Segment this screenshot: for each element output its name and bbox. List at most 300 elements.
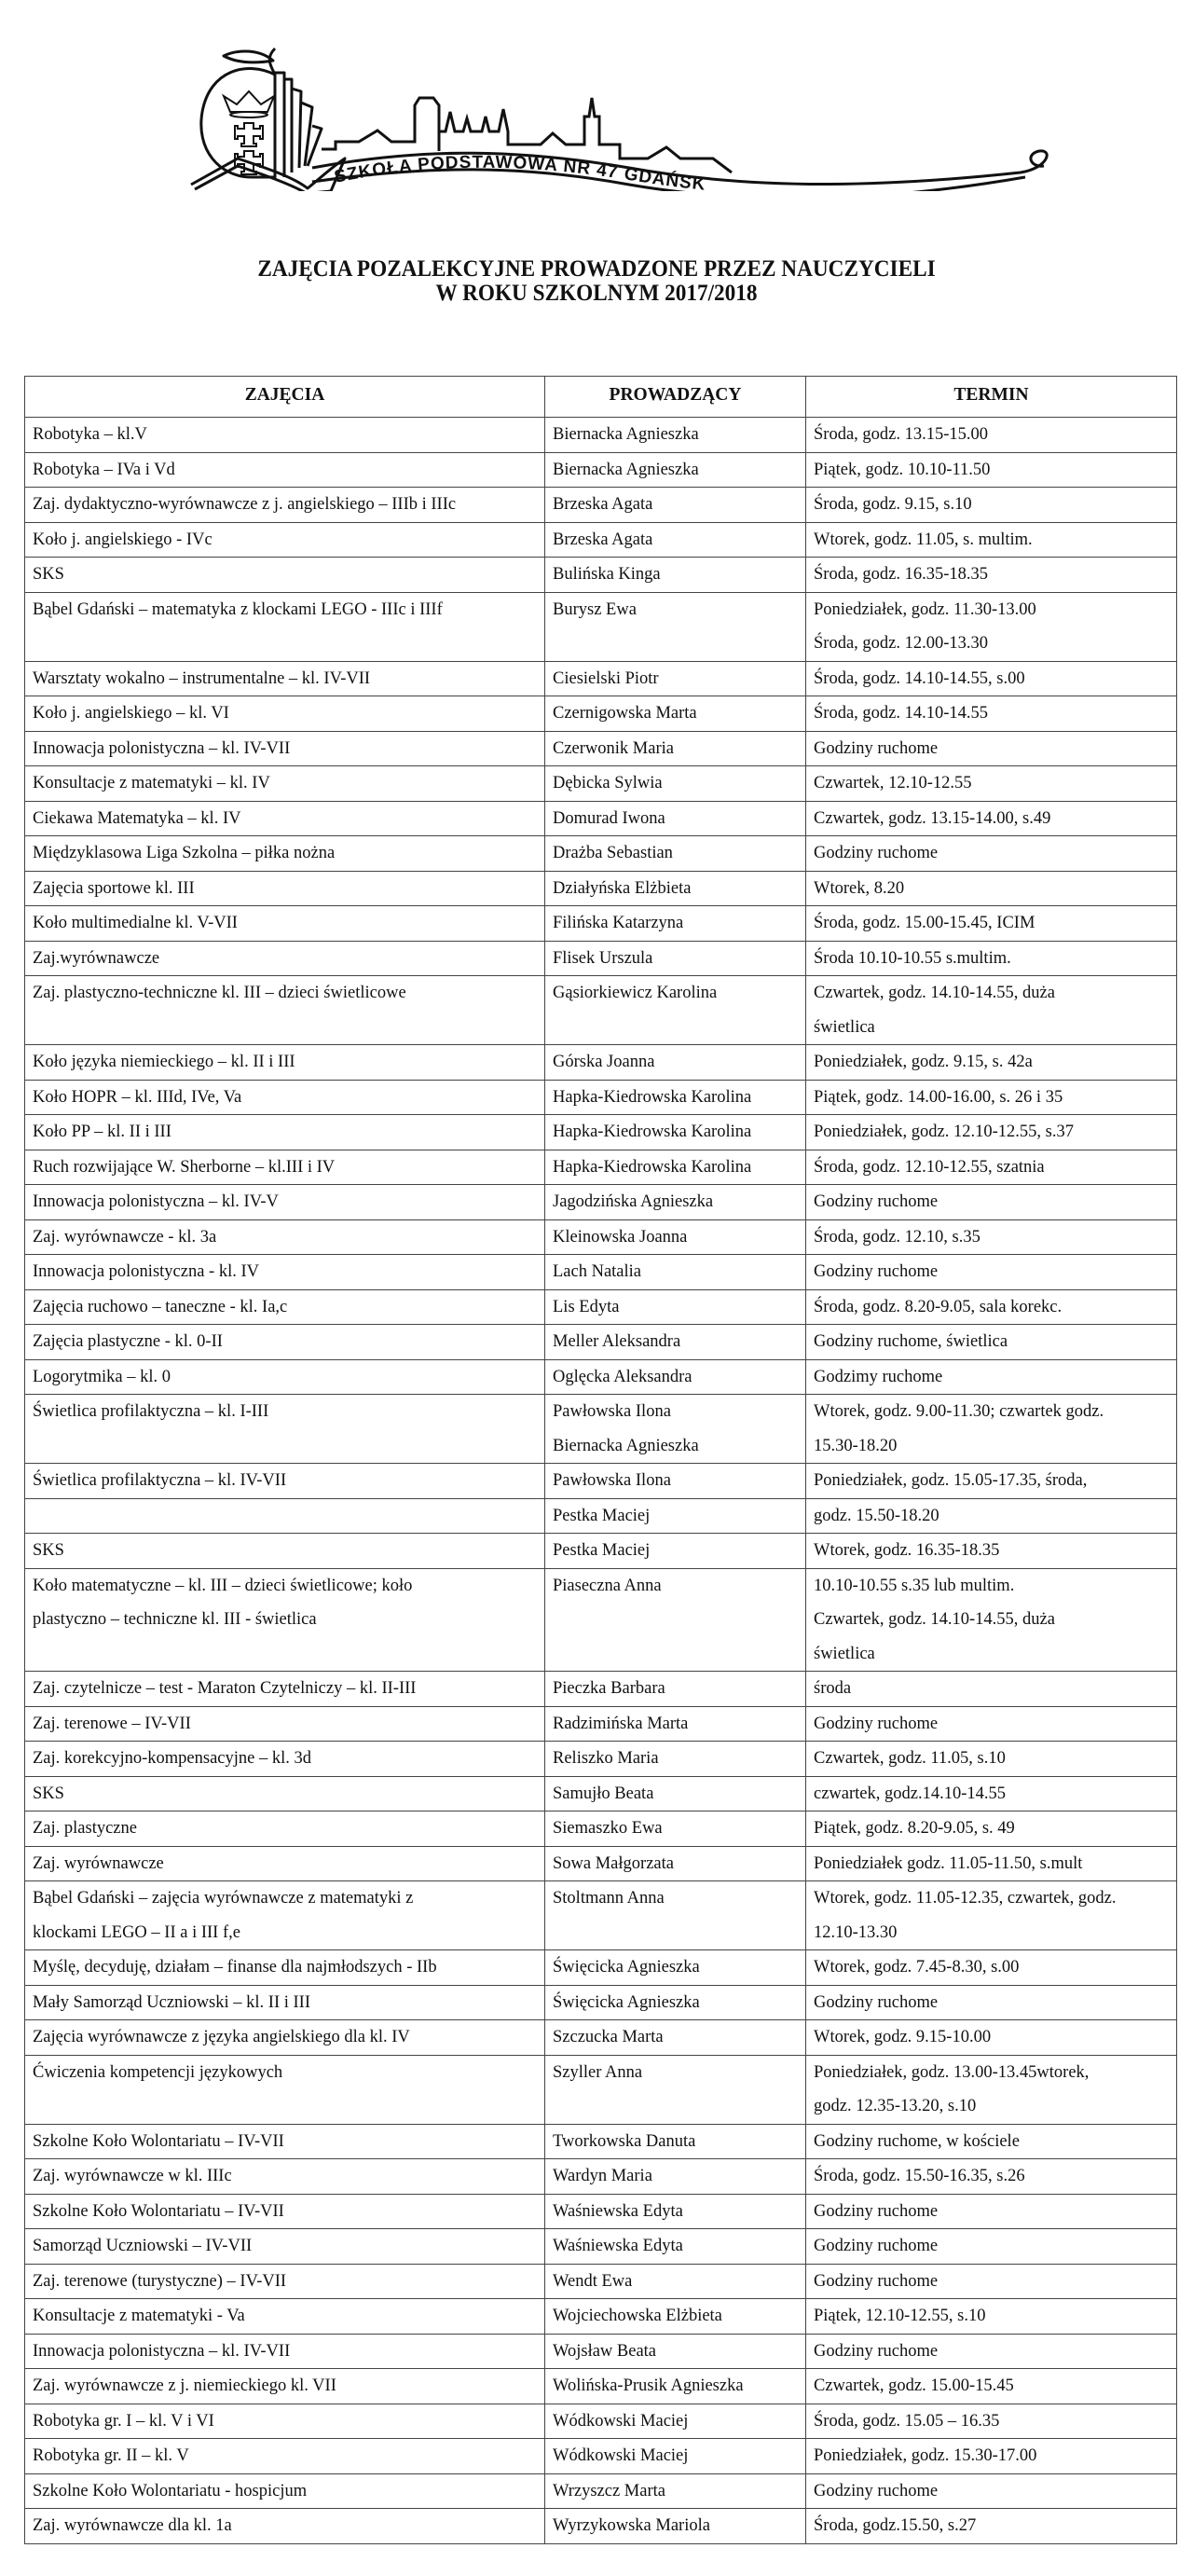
cell-activity-text: SKS	[33, 1541, 64, 1560]
cell-teacher-text: Hapka-Kiedrowska Karolina	[553, 1157, 752, 1177]
cell-term-text: Poniedziałek, godz. 11.30-13.00	[814, 599, 1036, 619]
cell-activity	[25, 1464, 545, 1499]
cell-term-text: Piątek, godz. 8.20-9.05, s. 49	[814, 1819, 1015, 1838]
cell-activity	[25, 1325, 545, 1360]
cell-teacher-text: Pawłowska Ilona	[553, 1402, 671, 1421]
cell-teacher-text: Szyller Anna	[553, 2062, 643, 2082]
cell-term	[806, 2439, 1177, 2474]
cell-term	[806, 522, 1177, 558]
table-row	[25, 558, 1177, 593]
cell-activity-text: Myślę, decyduję, działam – finanse dla najmłodszych - IIb	[33, 1958, 437, 1977]
cell-activity-text: Robotyka gr. I – kl. V i VI	[33, 2411, 214, 2431]
cell-teacher	[545, 1534, 806, 1569]
cell-teacher	[545, 488, 806, 523]
cell-activity	[25, 1185, 545, 1220]
table-row	[25, 871, 1177, 906]
cell-activity	[25, 1881, 545, 1950]
cell-activity-text: Innowacja polonistyczna – kl. IV-VII	[33, 2341, 291, 2361]
cell-activity	[25, 2229, 545, 2265]
cell-teacher	[545, 976, 806, 1045]
cell-activity	[25, 696, 545, 732]
cell-term	[806, 1985, 1177, 2020]
cell-teacher-text: Czernigowska Marta	[553, 704, 697, 723]
table-row	[25, 1568, 1177, 1672]
table-row	[25, 696, 1177, 732]
cell-term-text: Czwartek, godz. 14.10-14.55, duża	[814, 1610, 1055, 1629]
page-title-line-1: ZAJĘCIA POZALEKCYJNE PROWADZONE PRZEZ NAUCZYCIELI	[257, 256, 936, 282]
cell-activity-text: Zaj. wyrównawcze dla kl. 1a	[33, 2516, 232, 2535]
cell-teacher	[545, 1706, 806, 1742]
cell-term	[806, 2194, 1177, 2229]
cell-term-text: godz. 12.35-13.20, s.10	[814, 2097, 977, 2115]
cell-term	[806, 766, 1177, 802]
cell-activity-text: Koło języka niemieckiego – kl. II i III	[33, 1053, 295, 1071]
cell-activity-text: Robotyka gr. II – kl. V	[33, 2446, 189, 2465]
cell-teacher	[545, 906, 806, 942]
table-row	[25, 1464, 1177, 1499]
cell-teacher-text: Biernacka Agnieszka	[553, 425, 699, 444]
table-row	[25, 1219, 1177, 1255]
table-row	[25, 488, 1177, 523]
cell-activity	[25, 1811, 545, 1847]
cell-activity-text: Szkolne Koło Wolontariatu – IV-VII	[33, 2131, 284, 2151]
cell-teacher-text: Waśniewska Edyta	[553, 2201, 683, 2221]
cell-teacher	[545, 1289, 806, 1325]
cell-term	[806, 661, 1177, 696]
cell-term-text: Piątek, godz. 10.10-11.50	[814, 460, 991, 479]
cell-teacher-text: Brzeska Agata	[553, 530, 653, 549]
cell-term	[806, 2229, 1177, 2265]
cell-teacher-text: Górska Joanna	[553, 1053, 655, 1071]
table-row	[25, 1395, 1177, 1464]
cell-teacher-text: Siemaszko Ewa	[553, 1819, 663, 1838]
cell-activity	[25, 488, 545, 523]
cell-term	[806, 976, 1177, 1045]
cell-activity-text: Innowacja polonistyczna – kl. IV-VII	[33, 738, 291, 758]
cell-teacher-text: Meller Aleksandra	[553, 1332, 681, 1351]
schedule-table	[24, 376, 1177, 2544]
cell-activity	[25, 2194, 545, 2229]
table-row	[25, 1045, 1177, 1081]
cell-teacher-text: Domurad Iwona	[553, 808, 665, 828]
cell-teacher	[545, 2439, 806, 2474]
cell-teacher	[545, 2404, 806, 2439]
cell-teacher-text: Wojciechowska Elżbieta	[553, 2307, 722, 2325]
cell-term-text: Środa, godz. 8.20-9.05, sala korekc.	[814, 1297, 1063, 1316]
cell-term-text: Godziny ruchome	[814, 2271, 939, 2291]
cell-activity-text: Zaj. wyrównawcze z j. niemieckiego kl. VII	[33, 2376, 336, 2395]
cell-activity	[25, 1080, 545, 1115]
cell-activity-text: Bąbel Gdański – matematyka z klockami LEGO - IIIc i IIIf	[33, 599, 443, 619]
cell-activity	[25, 1045, 545, 1081]
table-row	[25, 1950, 1177, 1986]
cell-term-text: Środa, godz. 15.00-15.45, ICIM	[814, 914, 1035, 932]
cell-term-text: 12.10-13.30	[814, 1922, 898, 1942]
cell-teacher-text: Brzeska Agata	[553, 495, 653, 514]
cell-activity	[25, 1672, 545, 1707]
table-row	[25, 2439, 1177, 2474]
cell-term-text: Godziny ruchome	[814, 1992, 939, 2012]
cell-term	[806, 1219, 1177, 1255]
cell-term	[806, 2404, 1177, 2439]
table-row	[25, 592, 1177, 661]
cell-term-text: Godzimy ruchome	[814, 1367, 943, 1386]
cell-activity-text: Koło j. angielskiego – kl. VI	[33, 704, 229, 723]
table-row	[25, 1150, 1177, 1185]
cell-teacher-text: Ciesielski Piotr	[553, 668, 659, 688]
cell-activity	[25, 1534, 545, 1569]
cell-activity	[25, 1706, 545, 1742]
table-row	[25, 2264, 1177, 2299]
cell-teacher-text: Tworkowska Danuta	[553, 2131, 696, 2151]
table-row	[25, 2334, 1177, 2369]
cell-teacher	[545, 1985, 806, 2020]
cell-activity	[25, 1742, 545, 1777]
cell-term	[806, 2509, 1177, 2544]
cell-activity	[25, 1950, 545, 1986]
cell-term	[806, 1776, 1177, 1811]
cell-activity-text: klockami LEGO – II a i III f,e	[33, 1922, 240, 1942]
cell-activity-text: Innowacja polonistyczna - kl. IV	[33, 1262, 259, 1281]
cell-teacher	[545, 2124, 806, 2159]
cell-teacher	[545, 2055, 806, 2124]
cell-term	[806, 2264, 1177, 2299]
cell-activity-text: Koło HOPR – kl. IIId, IVe, Va	[33, 1087, 242, 1107]
cell-term-text: czwartek, godz.14.10-14.55	[814, 1784, 1007, 1803]
cell-term-text: Poniedziałek, godz. 13.00-13.45wtorek,	[814, 2062, 1090, 2082]
cell-activity	[25, 1568, 545, 1672]
cell-teacher-text: Wolińska-Prusik Agnieszka	[553, 2376, 744, 2395]
cell-term	[806, 941, 1177, 976]
cell-activity	[25, 2369, 545, 2404]
cell-activity-text: Zaj. terenowe – IV-VII	[33, 1714, 191, 1733]
cell-term	[806, 2020, 1177, 2056]
cell-term	[806, 1498, 1177, 1534]
cell-activity	[25, 801, 545, 836]
cell-activity-text: Ruch rozwijające W. Sherborne – kl.III i IV	[33, 1157, 336, 1177]
cell-term	[806, 452, 1177, 488]
cell-term-text: Poniedziałek godz. 11.05-11.50, s.mult	[814, 1853, 1083, 1873]
cell-term	[806, 731, 1177, 766]
cell-activity-text: Międzyklasowa Liga Szkolna – piłka nożna	[33, 844, 336, 862]
cell-teacher	[545, 2194, 806, 2229]
cell-term	[806, 836, 1177, 872]
cell-activity	[25, 1498, 545, 1534]
cell-activity	[25, 2124, 545, 2159]
cell-term-text: Poniedziałek, godz. 15.30-17.00	[814, 2446, 1037, 2465]
cell-term-text: Środa 10.10-10.55 s.multim.	[814, 948, 1011, 968]
cell-activity-text: Robotyka – kl.V	[33, 425, 147, 444]
cell-teacher-text: Święcicka Agnieszka	[553, 1992, 700, 2012]
cell-teacher	[545, 1846, 806, 1881]
cell-teacher-text: Pestka Maciej	[553, 1506, 651, 1525]
cell-teacher	[545, 418, 806, 453]
table-row	[25, 906, 1177, 942]
cell-term-text: Czwartek, godz. 15.00-15.45	[814, 2376, 1014, 2395]
table-row	[25, 1359, 1177, 1395]
column-header-activity: ZAJĘCIA	[25, 377, 545, 418]
cell-teacher-text: Hapka-Kiedrowska Karolina	[553, 1123, 752, 1141]
cell-teacher-text: Wódkowski Maciej	[553, 2446, 689, 2465]
cell-term-text: godz. 15.50-18.20	[814, 1506, 939, 1525]
cell-activity-text: Zaj. plastyczne	[33, 1819, 137, 1838]
cell-teacher	[545, 1255, 806, 1290]
cell-teacher-text: Flisek Urszula	[553, 948, 653, 968]
column-header-teacher: PROWADZĄCY	[545, 377, 806, 418]
cell-term	[806, 1150, 1177, 1185]
table-row	[25, 2159, 1177, 2195]
table-row	[25, 522, 1177, 558]
cell-term	[806, 418, 1177, 453]
cell-term-text: Czwartek, 12.10-12.55	[814, 774, 972, 792]
cell-teacher	[545, 1811, 806, 1847]
cell-teacher-text: Biernacka Agnieszka	[553, 1436, 699, 1455]
cell-activity-text: Świetlica profilaktyczna – kl. I-III	[33, 1402, 269, 1421]
cell-activity	[25, 1359, 545, 1395]
cell-activity-text: Świetlica profilaktyczna – kl. IV-VII	[33, 1471, 287, 1490]
cell-term	[806, 2055, 1177, 2124]
cell-teacher	[545, 836, 806, 872]
table-row	[25, 2509, 1177, 2544]
cell-activity	[25, 766, 545, 802]
table-row	[25, 1672, 1177, 1707]
table-row	[25, 731, 1177, 766]
cell-teacher	[545, 1776, 806, 1811]
cell-teacher-text: Wendt Ewa	[553, 2271, 633, 2291]
cell-term-text: 10.10-10.55 s.35 lub multim.	[814, 1576, 1015, 1595]
cell-teacher-text: Święcicka Agnieszka	[553, 1958, 700, 1977]
cell-activity	[25, 418, 545, 453]
table-row	[25, 1289, 1177, 1325]
cell-activity-text: Szkolne Koło Wolontariatu - hospicjum	[33, 2481, 308, 2500]
cell-teacher	[545, 1950, 806, 1986]
cell-teacher	[545, 801, 806, 836]
table-row	[25, 1985, 1177, 2020]
cell-activity	[25, 1846, 545, 1881]
cell-term-text: Godziny ruchome	[814, 2237, 939, 2255]
cell-teacher	[545, 1881, 806, 1950]
cell-activity-text: Szkolne Koło Wolontariatu – IV-VII	[33, 2201, 284, 2221]
cell-activity	[25, 1985, 545, 2020]
crown-icon	[224, 91, 274, 117]
cell-term-text: Poniedziałek, godz. 9.15, s. 42a	[814, 1053, 1033, 1071]
cell-activity-text: Zaj. wyrównawcze	[33, 1853, 164, 1873]
cell-activity-text: Zaj. czytelnicze – test - Maraton Czytelniczy – kl. II-III	[33, 1679, 417, 1698]
cell-activity	[25, 2439, 545, 2474]
cell-activity-text: Koło j. angielskiego - IVc	[33, 530, 213, 549]
table-header-row	[25, 377, 1177, 418]
table-row	[25, 1776, 1177, 1811]
table-row	[25, 1811, 1177, 1847]
table-row	[25, 1534, 1177, 1569]
cell-activity-text: plastyczno – techniczne kl. III - świetlica	[33, 1610, 317, 1629]
cell-activity	[25, 976, 545, 1045]
cell-teacher-text: Pieczka Barbara	[553, 1679, 665, 1698]
cell-activity-text: Logorytmika – kl. 0	[33, 1367, 171, 1386]
cell-teacher	[545, 452, 806, 488]
cell-teacher	[545, 592, 806, 661]
cell-teacher-text: Szczucka Marta	[553, 2028, 664, 2046]
cell-term	[806, 1568, 1177, 1672]
cell-term-text: Środa, godz. 15.50-16.35, s.26	[814, 2167, 1025, 2185]
cell-term-text: Środa, godz. 16.35-18.35	[814, 565, 989, 584]
cell-term-text: Godziny ruchome	[814, 1714, 939, 1733]
cell-term-text: Godziny ruchome, w kościele	[814, 2131, 1020, 2151]
table-row	[25, 801, 1177, 836]
table-row	[25, 2473, 1177, 2509]
cell-term	[806, 1115, 1177, 1150]
cell-teacher-text: Reliszko Maria	[553, 1749, 659, 1768]
cell-term-text: Wtorek, godz. 11.05-12.35, czwartek, godz.	[814, 1889, 1117, 1908]
cell-term-text: Środa, godz. 14.10-14.55	[814, 704, 989, 723]
cell-teacher-text: Pawłowska Ilona	[553, 1471, 671, 1490]
cell-teacher	[545, 1219, 806, 1255]
cell-activity-text: Zajęcia plastyczne - kl. 0-II	[33, 1332, 223, 1351]
cell-term-text: Poniedziałek, godz. 12.10-12.55, s.37	[814, 1123, 1074, 1141]
cell-term	[806, 592, 1177, 661]
cell-activity	[25, 1395, 545, 1464]
cell-term	[806, 1706, 1177, 1742]
cell-teacher-text: Oglęcka Aleksandra	[553, 1367, 692, 1386]
cell-teacher	[545, 941, 806, 976]
cell-teacher	[545, 1185, 806, 1220]
cell-activity	[25, 2334, 545, 2369]
cell-activity	[25, 1115, 545, 1150]
cell-teacher-text: Drażba Sebastian	[553, 844, 673, 862]
cell-activity	[25, 941, 545, 976]
cell-teacher-text: Czerwonik Maria	[553, 738, 674, 758]
cell-term-text: Piątek, 12.10-12.55, s.10	[814, 2307, 986, 2325]
cell-activity-text: Koło matematyczne – kl. III – dzieci świetlicowe; koło	[33, 1576, 413, 1595]
cell-teacher-text: Sowa Małgorzata	[553, 1853, 674, 1873]
school-logo	[182, 37, 1058, 191]
cell-activity	[25, 2509, 545, 2544]
cell-teacher	[545, 1115, 806, 1150]
cell-teacher	[545, 2264, 806, 2299]
cell-activity-text: Ciekawa Matematyka – kl. IV	[33, 808, 241, 828]
cell-teacher-text: Wojsław Beata	[553, 2341, 657, 2361]
table-row	[25, 1706, 1177, 1742]
cell-teacher	[545, 2334, 806, 2369]
table-row	[25, 1846, 1177, 1881]
cell-term-text: Godziny ruchome	[814, 2341, 939, 2361]
cell-teacher	[545, 1672, 806, 1707]
cell-activity-text: Bąbel Gdański – zajęcia wyrównawcze z matematyki z	[33, 1889, 414, 1908]
cell-term	[806, 1289, 1177, 1325]
table-row	[25, 941, 1177, 976]
schedule-table-body	[25, 418, 1177, 2544]
cell-term	[806, 1185, 1177, 1220]
cell-teacher	[545, 2299, 806, 2335]
cell-activity	[25, 592, 545, 661]
cell-teacher	[545, 1045, 806, 1081]
cell-activity	[25, 2264, 545, 2299]
cell-activity-text: SKS	[33, 1784, 64, 1803]
cell-activity-text: Zaj. korekcyjno-kompensacyjne – kl. 3d	[33, 1749, 311, 1768]
cell-teacher-text: Wardyn Maria	[553, 2167, 652, 2185]
cell-teacher	[545, 1080, 806, 1115]
cell-term-text: Wtorek, godz. 11.05, s. multim.	[814, 530, 1033, 549]
cell-term-text: Wtorek, godz. 9.00-11.30; czwartek godz.	[814, 1402, 1104, 1421]
cell-teacher	[545, 1498, 806, 1534]
column-header-term: TERMIN	[806, 377, 1177, 418]
cell-teacher-text: Biernacka Agnieszka	[553, 460, 699, 479]
cell-term	[806, 2124, 1177, 2159]
cell-teacher-text: Gąsiorkiewicz Karolina	[553, 984, 718, 1002]
cell-term	[806, 2299, 1177, 2335]
table-row	[25, 452, 1177, 488]
cell-teacher-text: Pestka Maciej	[553, 1541, 651, 1560]
table-row	[25, 661, 1177, 696]
cell-term	[806, 1950, 1177, 1986]
cell-activity-text: Zaj. wyrównawcze w kl. IIIc	[33, 2167, 232, 2185]
cell-term	[806, 1325, 1177, 1360]
cell-activity	[25, 731, 545, 766]
cell-activity	[25, 1150, 545, 1185]
cell-term-text: Godziny ruchome	[814, 1262, 939, 1281]
cell-teacher	[545, 2020, 806, 2056]
cell-term	[806, 2369, 1177, 2404]
cell-term	[806, 1359, 1177, 1395]
cell-activity	[25, 522, 545, 558]
cell-term-text: 15.30-18.20	[814, 1436, 898, 1455]
table-row	[25, 2369, 1177, 2404]
cell-term-text: Środa, godz. 12.10, s.35	[814, 1227, 980, 1247]
cell-term	[806, 1080, 1177, 1115]
cell-activity	[25, 906, 545, 942]
cell-term-text: Godziny ruchome	[814, 1192, 939, 1211]
table-row	[25, 1115, 1177, 1150]
cell-term-text: Środa, godz. 9.15, s.10	[814, 495, 972, 514]
cell-term	[806, 1811, 1177, 1847]
cell-teacher	[545, 1568, 806, 1672]
cell-term	[806, 558, 1177, 593]
cell-term-text: Środa, godz. 12.00-13.30	[814, 634, 989, 653]
cell-term	[806, 1881, 1177, 1950]
cell-teacher-text: Hapka-Kiedrowska Karolina	[553, 1087, 752, 1107]
cell-teacher-text: Waśniewska Edyta	[553, 2237, 683, 2255]
cell-teacher	[545, 1359, 806, 1395]
cell-term	[806, 488, 1177, 523]
cell-term-text: Wtorek, 8.20	[814, 878, 905, 898]
cell-teacher-text: Lis Edyta	[553, 1297, 620, 1316]
table-row	[25, 836, 1177, 872]
cell-activity	[25, 2299, 545, 2335]
cell-activity	[25, 2473, 545, 2509]
cell-term	[806, 2334, 1177, 2369]
cell-term-text: Piątek, godz. 14.00-16.00, s. 26 i 35	[814, 1087, 1063, 1107]
cell-activity	[25, 661, 545, 696]
table-row	[25, 2020, 1177, 2056]
cell-teacher	[545, 2369, 806, 2404]
cell-teacher-text: Jagodzińska Agnieszka	[553, 1192, 714, 1211]
cell-activity-text: Koło multimedialne kl. V-VII	[33, 914, 238, 932]
cell-teacher-text: Działyńska Elżbieta	[553, 878, 692, 898]
cell-term-text: środa	[814, 1679, 852, 1698]
cell-term	[806, 2159, 1177, 2195]
cell-teacher	[545, 2509, 806, 2544]
cell-teacher	[545, 871, 806, 906]
cell-teacher	[545, 696, 806, 732]
cell-teacher	[545, 1325, 806, 1360]
cell-term	[806, 696, 1177, 732]
cell-teacher	[545, 2159, 806, 2195]
cell-activity	[25, 1255, 545, 1290]
cell-teacher	[545, 2229, 806, 2265]
cell-term-text: Środa, godz. 15.05 – 16.35	[814, 2411, 1000, 2431]
cell-activity	[25, 871, 545, 906]
cell-activity	[25, 2020, 545, 2056]
